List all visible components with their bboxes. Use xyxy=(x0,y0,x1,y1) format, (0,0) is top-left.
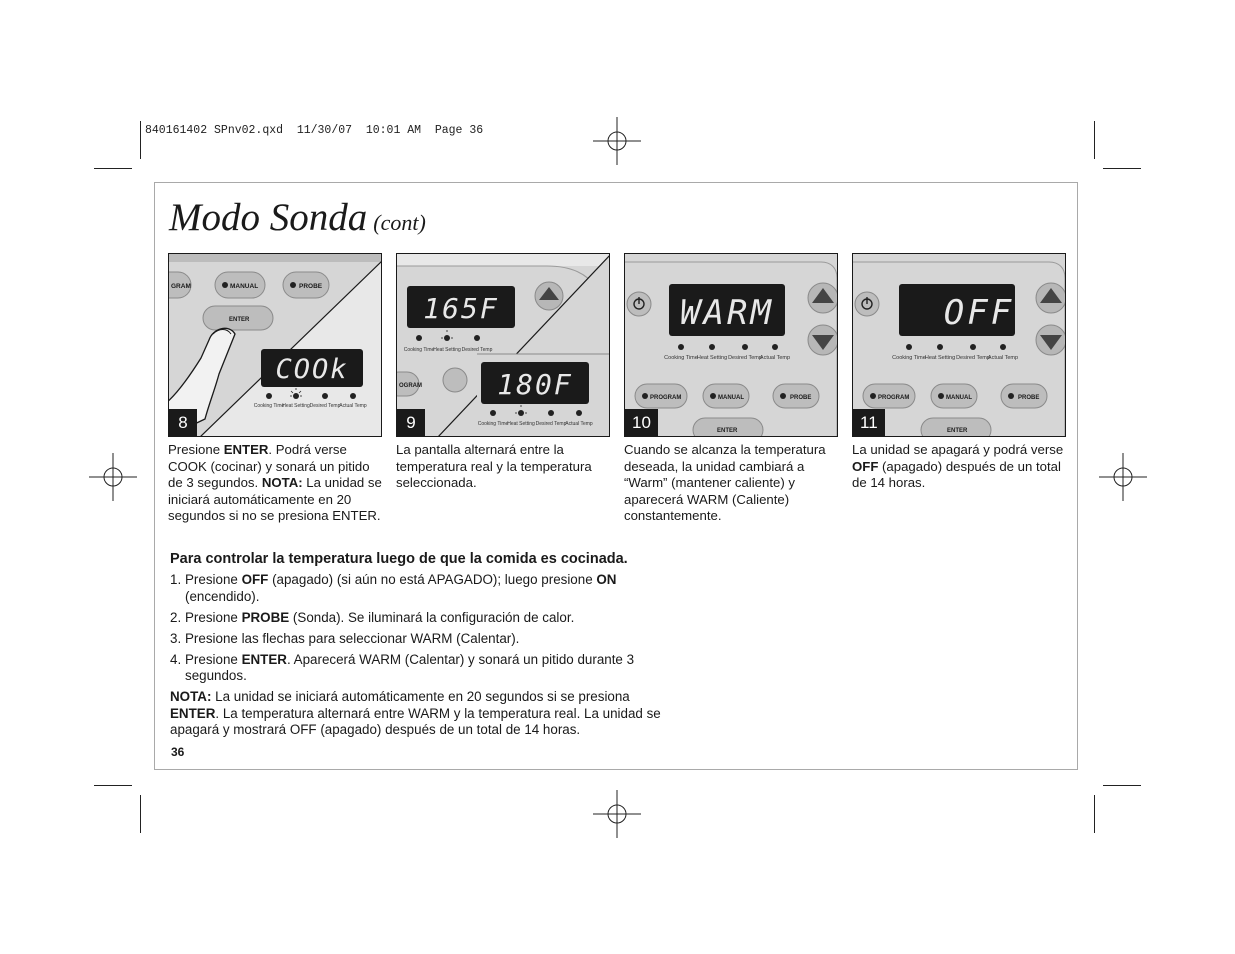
button-label: PROGRAM xyxy=(650,395,682,401)
button-label: MANUAL xyxy=(718,395,744,401)
registration-mark-icon xyxy=(593,117,641,165)
indicator-label: Actual Temp xyxy=(339,403,367,409)
crop-mark xyxy=(1103,168,1141,169)
crop-mark xyxy=(1094,121,1095,159)
control-panel-illustration xyxy=(397,254,610,437)
section-heading: Para controlar la temperatura luego de que la comida es cocinada. xyxy=(170,551,628,567)
registration-mark-icon xyxy=(89,453,137,501)
list-item: 4. Presione ENTER. Aparecerá WARM (Calentar) y sonará un pitido durante 3 segundos. xyxy=(170,651,635,683)
indicator-label: Cooking Time xyxy=(477,421,509,427)
crop-mark xyxy=(94,785,132,786)
display-readout: OFF xyxy=(943,293,1015,333)
step-number: 11 xyxy=(853,409,885,436)
figure-9 xyxy=(396,253,610,437)
caption-11 xyxy=(852,442,1068,492)
indicator-light-icon xyxy=(222,282,228,288)
indicator-light-icon xyxy=(290,282,296,288)
step-number: 9 xyxy=(397,409,425,436)
list-item: 2. Presione PROBE (Sonda). Se iluminará la configuración de calor. xyxy=(170,609,575,625)
caption-8 xyxy=(168,442,384,525)
instruction-list xyxy=(170,572,660,689)
indicator-label: Cooking Time xyxy=(664,355,698,361)
indicator-label: Heat Setting xyxy=(282,403,310,409)
registration-mark-icon xyxy=(1099,453,1147,501)
button-label: ENTER xyxy=(717,428,738,434)
indicator-label: Desired Temp xyxy=(728,355,762,361)
control-panel-illustration xyxy=(853,254,1066,437)
step-number: 8 xyxy=(169,409,197,436)
button-label: PROBE xyxy=(1018,395,1040,401)
note-paragraph: NOTA: La unidad se iniciará automáticamente en 20 segundos si se presiona ENTER. La temperatura alternará entre WARM y la temperatura real. La unidad se apagará y mostrará OFF (apagado) después de un total de 14 horas. xyxy=(170,689,661,737)
indicator-label: Actual Temp xyxy=(987,355,1019,361)
display-readout: COOk xyxy=(275,354,349,385)
caption-text: La unidad se iniciará automáticamente en 20 segundos si no se presiona ENTER. xyxy=(168,475,382,523)
display-readout: WARM xyxy=(680,293,774,333)
caption-keyword: NOTA: xyxy=(261,475,303,490)
indicator-label: Heat Setting xyxy=(433,347,461,353)
title-cont: (cont) xyxy=(373,210,426,235)
button-label: ENTER xyxy=(947,428,968,434)
caption-keyword: ENTER xyxy=(223,442,269,457)
note-label: NOTA: xyxy=(170,689,212,704)
indicator-label: Heat Setting xyxy=(696,355,728,361)
indicator-label: Desired Temp xyxy=(535,421,567,427)
button-label: MANUAL xyxy=(946,395,972,401)
button-label: OGRAM xyxy=(399,383,422,389)
indicator-label: Cooking Time xyxy=(892,355,926,361)
control-panel-illustration xyxy=(169,254,382,437)
button-label: PROBE xyxy=(790,395,812,401)
crop-mark xyxy=(1103,785,1141,786)
page-number: 36 xyxy=(171,745,185,759)
figure-10 xyxy=(624,253,838,437)
crop-mark xyxy=(94,168,132,169)
indicator-label: Actual Temp xyxy=(565,421,593,427)
crop-mark xyxy=(140,795,141,833)
indicator-label: Cooking Time xyxy=(403,347,435,353)
button-label: GRAM xyxy=(171,283,191,290)
indicator-label: Desired Temp xyxy=(956,355,990,361)
indicator-label: Desired Temp xyxy=(461,347,493,353)
caption-10: Cuando se alcanza la temperatura deseada, la unidad cambiará a “Warm” (mantener caliente) y aparecerá WARM (Caliente) constantemente. xyxy=(624,442,826,523)
caption-text: Presione xyxy=(168,442,224,457)
caption-text: . Podrá verse COOK (cocinar) y sonará un pitido de 3 segundos. xyxy=(168,442,370,490)
list-item: 1. Presione OFF (apagado) (si aún no está APAGADO); luego presione ON (encendido). xyxy=(170,572,617,604)
page-title xyxy=(169,195,426,240)
figure-8 xyxy=(168,253,382,437)
caption-keyword: OFF xyxy=(852,458,879,474)
caption-9: La pantalla alternará entre la temperatura real y la temperatura seleccionada. xyxy=(396,442,592,490)
title-main: Modo Sonda xyxy=(169,196,368,239)
caption-text: (apagado) después de un total de 14 horas. xyxy=(852,458,1061,490)
step-number: 10 xyxy=(625,409,658,436)
button-label: ENTER xyxy=(229,317,250,323)
crop-mark xyxy=(140,121,141,159)
display-readout: 165F xyxy=(423,292,499,325)
display-readout: 180F xyxy=(497,368,573,401)
print-slug: 840161402 SPnv02.qxd 11/30/07 10:01 AM Page 36 xyxy=(145,124,484,137)
registration-mark-icon xyxy=(593,790,641,838)
indicator-label: Heat Setting xyxy=(924,355,956,361)
indicator-label: Actual Temp xyxy=(759,355,791,361)
indicator-label: Heat Setting xyxy=(507,421,535,427)
button-label: MANUAL xyxy=(230,283,259,290)
crop-mark xyxy=(1094,795,1095,833)
caption-text: La unidad se apagará y podrá verse xyxy=(852,442,1064,457)
indicator-label: Cooking Time xyxy=(253,403,285,409)
button-label: PROGRAM xyxy=(878,395,910,401)
figure-11 xyxy=(852,253,1066,437)
list-item: 3. Presione las flechas para seleccionar WARM (Calentar). xyxy=(170,630,520,646)
indicator-label: Desired Temp xyxy=(309,403,341,409)
button-label: PROBE xyxy=(299,283,323,290)
